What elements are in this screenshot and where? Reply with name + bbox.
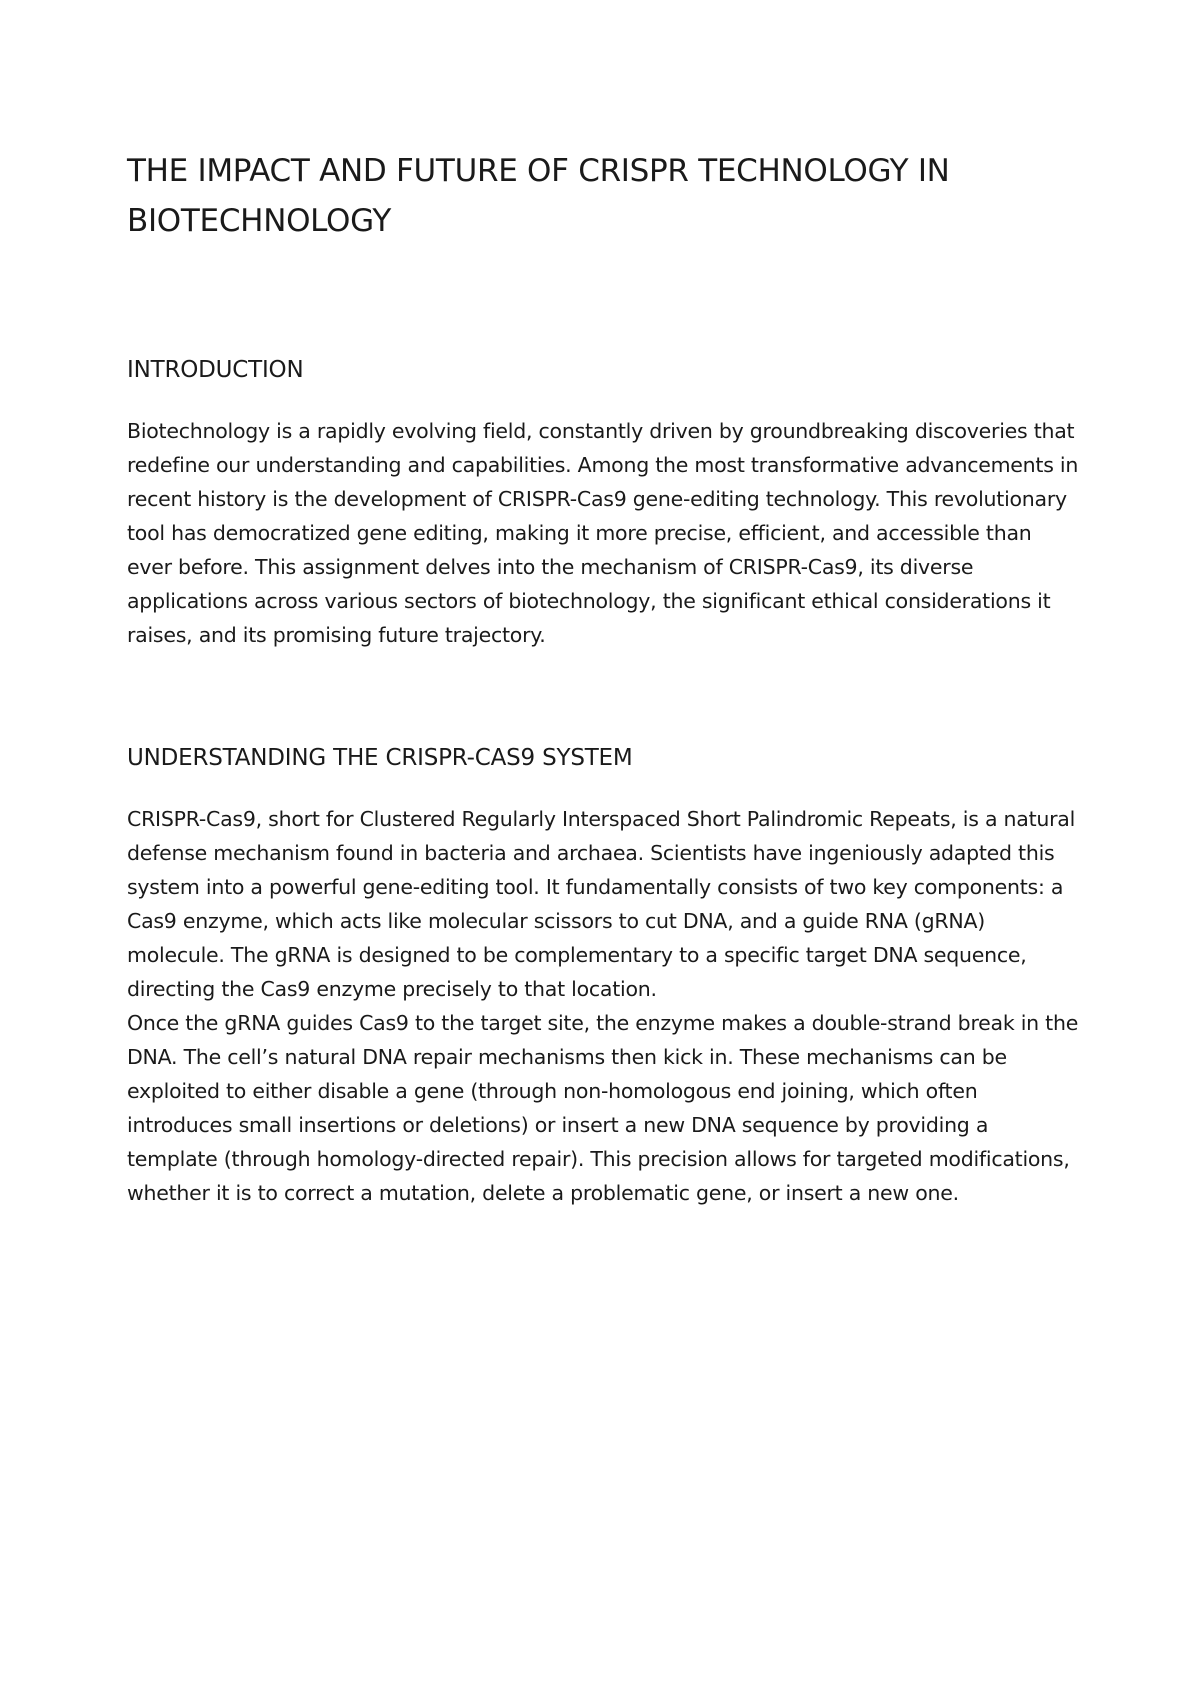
understanding-paragraph-1: CRISPR-Cas9, short for Clustered Regularly Interspaced Short Palindromic Repeats, is a natural defense mechanism found in bacteria and archaea. Scientists have ingeniously adapted this system into a powerful gene-editing tool. It fundamentally consists of two key components: a Cas9 enzyme, which acts like molecular scissors to cut DNA, and a guide RNA (gRNA) molecule. The gRNA is designed to be complementary to a specific target DNA sequence, directing the Cas9 enzyme precisely to that location.	[127, 807, 1076, 1001]
understanding-paragraph-2: Once the gRNA guides Cas9 to the target site, the enzyme makes a double-strand break in the DNA. The cell’s natural DNA repair mechanisms then kick in. These mechanisms can be exploited to either disable a gene (through non-homologous end joining, which often introduces small insertions or deletions) or insert a new DNA sequence by providing a template (through homology-directed repair). This precision allows for targeted modifications, whether it is to correct a mutation, delete a problematic gene, or insert a new one.	[127, 1011, 1079, 1205]
section-heading-understanding-crispr: UNDERSTANDING THE CRISPR-CAS9 SYSTEM	[127, 745, 633, 771]
document-title: THE IMPACT AND FUTURE OF CRISPR TECHNOLOGY IN BIOTECHNOLOGY	[127, 153, 950, 239]
introduction-paragraph: Biotechnology is a rapidly evolving field, constantly driven by groundbreaking discoveries that redefine our understanding and capabilities. Among the most transformative advancements in recent history is the development of CRISPR-Cas9 gene-editing technology. This revolutionary tool has democratized gene editing, making it more precise, efficient, and accessible than ever before. This assignment delves into the mechanism of CRISPR-Cas9, its diverse applications across various sectors of biotechnology, the significant ethical considerations it raises, and its promising future trajectory.	[127, 419, 1079, 647]
section-heading-introduction: INTRODUCTION	[127, 357, 304, 383]
